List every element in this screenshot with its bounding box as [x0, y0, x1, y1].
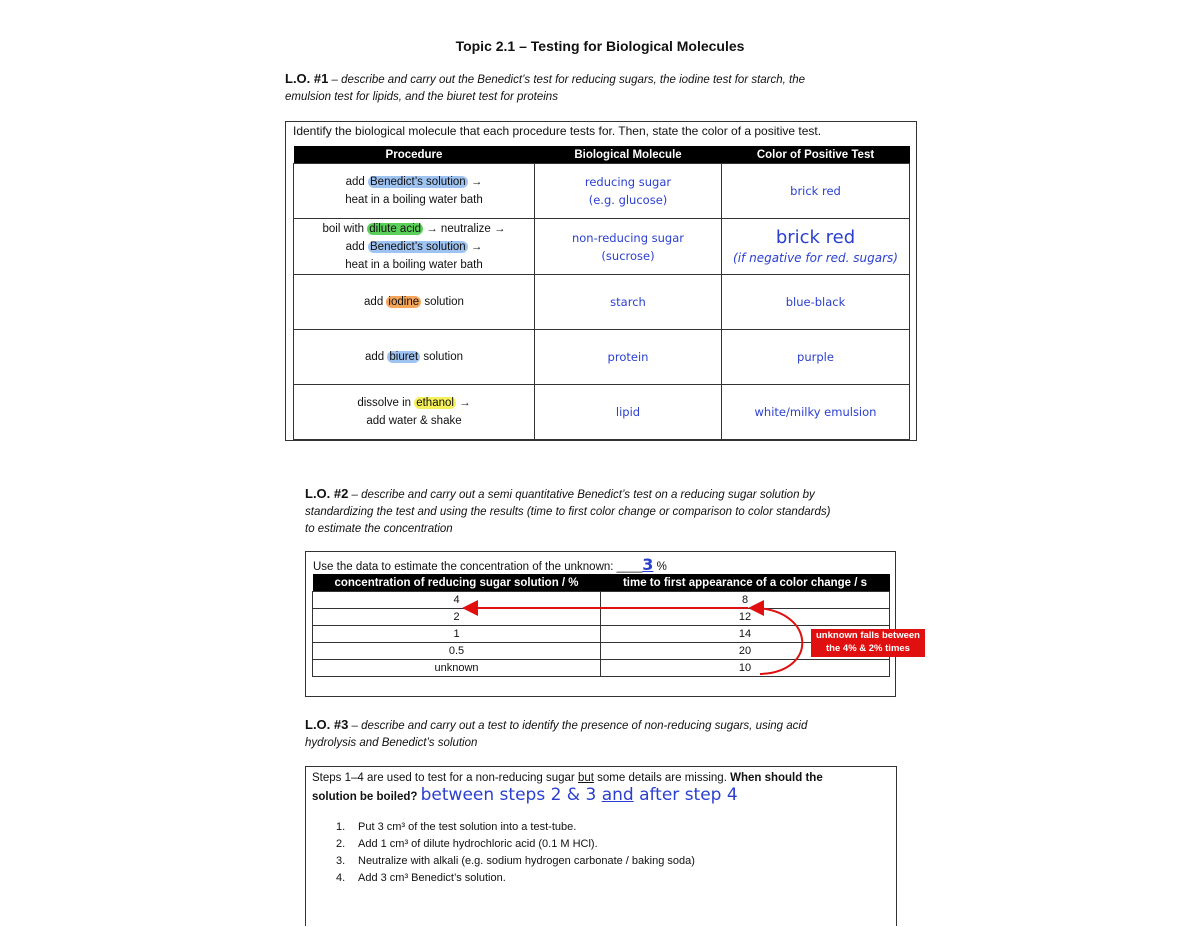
header-time: time to first appearance of a color change / s: [601, 574, 890, 592]
text: add water & shake: [366, 415, 462, 427]
cell: 10: [601, 660, 890, 677]
q-underline: but: [577, 772, 594, 784]
q-bold: When should the: [730, 772, 823, 784]
answer: brick red: [775, 226, 856, 248]
header-concentration: concentration of reducing sugar solution / %: [313, 574, 601, 592]
text: add: [364, 296, 387, 308]
lo2-line3: to estimate the concentration: [305, 523, 453, 535]
lo3-line2: hydrolysis and Benedict’s solution: [305, 737, 478, 749]
annotation-note: [811, 629, 925, 657]
highlight-reagent: biuret: [389, 351, 419, 363]
question-box: [305, 766, 897, 926]
text: → neutralize →: [423, 222, 506, 235]
q-text: some details are missing.: [593, 772, 731, 784]
text: solution: [421, 296, 464, 308]
table1-instruction: Identify the biological molecule that each procedure tests for. Then, state the color of a positive test.: [293, 124, 822, 138]
answer-blank: ____: [616, 561, 643, 573]
text: add: [345, 176, 368, 188]
answer-text: between steps 2 & 3: [420, 785, 602, 805]
cell: 0.5: [313, 643, 601, 660]
lo2-line1: – describe and carry out a semi quantitative Benedict’s test on a reducing sugar solution by: [348, 489, 815, 501]
list-item: [336, 819, 695, 836]
list-item: [336, 870, 695, 887]
answer-note: (if negative for red. sugars): [733, 250, 898, 265]
step-text: Add 1 cm³ of dilute hydrochloric acid (0.1 M HCl).: [358, 838, 598, 850]
highlight-reagent: dilute acid: [369, 222, 422, 235]
steps-list: [336, 819, 695, 887]
lo1-line2: emulsion test for lipids, and the biuret test for proteins: [285, 91, 558, 103]
lo2-line2: standardizing the test and using the results (time to first color change or comparison to color standards): [305, 506, 831, 518]
cell: 1: [313, 626, 601, 643]
answer-unit: %: [653, 561, 667, 573]
text: heat in a boiling water bath: [345, 258, 483, 271]
step-text: Put 3 cm³ of the test solution into a test-tube.: [358, 821, 577, 833]
text: →: [467, 240, 483, 253]
highlight-reagent: ethanol: [416, 397, 454, 409]
list-item: [336, 836, 695, 853]
molecule-cell: starch: [535, 275, 722, 330]
step-number: 1.: [336, 821, 346, 833]
text: solution: [420, 351, 463, 363]
text: add: [364, 351, 388, 363]
answer: (sucrose): [601, 248, 655, 263]
page-title: Topic 2.1 – Testing for Biological Molecules: [455, 38, 745, 54]
cell: 2: [313, 609, 601, 626]
lo1-label: L.O. #1: [285, 71, 329, 86]
answer-underline: and: [601, 785, 634, 805]
step-text: Neutralize with alkali (e.g. sodium hydrogen carbonate / baking soda): [358, 855, 695, 867]
color-cell: brick red: [722, 164, 910, 219]
lo3-label: L.O. #3: [305, 717, 349, 732]
instruction-text: Use the data to estimate the concentration of the unknown:: [313, 561, 617, 573]
color-cell: purple: [722, 330, 910, 385]
q-text: Steps 1–4 are used to test for a non-reducing sugar: [312, 772, 578, 784]
lo3-line1: – describe and carry out a test to identify the presence of non-reducing sugars, using acid: [348, 720, 808, 732]
highlight-reagent: Benedict’s solution: [370, 176, 466, 188]
molecule-cell: lipid: [535, 385, 722, 440]
text: boil with: [322, 222, 368, 235]
header-color: Color of Positive Test: [722, 146, 910, 164]
step-number: 2.: [336, 838, 346, 850]
text: dissolve in: [357, 397, 415, 409]
question-text: [312, 770, 887, 806]
text: heat in a boiling water bath: [345, 194, 483, 206]
cell: unknown: [313, 660, 601, 677]
header-procedure: Procedure: [294, 146, 535, 164]
note-line1: unknown falls between: [816, 630, 920, 641]
text: add: [345, 240, 368, 253]
lo1-line1: – describe and carry out the Benedict’s test for reducing sugars, the iodine test for starch, the: [328, 74, 806, 86]
text: →: [467, 176, 483, 188]
curved-arrow: [752, 608, 802, 674]
note-line2: the 4% & 2% times: [826, 643, 910, 654]
text: →: [455, 397, 471, 409]
color-cell: blue-black: [722, 275, 910, 330]
list-item: [336, 853, 695, 870]
highlight-reagent: iodine: [388, 296, 420, 308]
answer-value: 3: [642, 555, 654, 574]
handwritten-answer: [421, 785, 738, 805]
color-cell: white/milky emulsion: [722, 385, 910, 440]
cell: 4: [313, 592, 601, 609]
answer: reducing sugar: [584, 175, 672, 189]
answer-text: after step 4: [633, 785, 738, 805]
cell: 12: [601, 609, 890, 626]
answer: non-reducing sugar: [571, 230, 685, 245]
q-bold: solution be boiled?: [312, 791, 418, 803]
step-text: Add 3 cm³ Benedict’s solution.: [358, 872, 506, 884]
cell: 8: [601, 592, 890, 609]
cell: 14: [601, 626, 890, 643]
step-number: 4.: [336, 872, 346, 884]
answer: (e.g. glucose): [588, 193, 668, 207]
step-number: 3.: [336, 855, 346, 867]
lo3-text: [305, 716, 905, 752]
header-molecule: Biological Molecule: [535, 146, 722, 164]
lo2-label: L.O. #2: [305, 486, 349, 501]
highlight-reagent: Benedict’s solution: [370, 240, 466, 253]
molecule-cell: protein: [535, 330, 722, 385]
cell: 20: [601, 643, 890, 660]
